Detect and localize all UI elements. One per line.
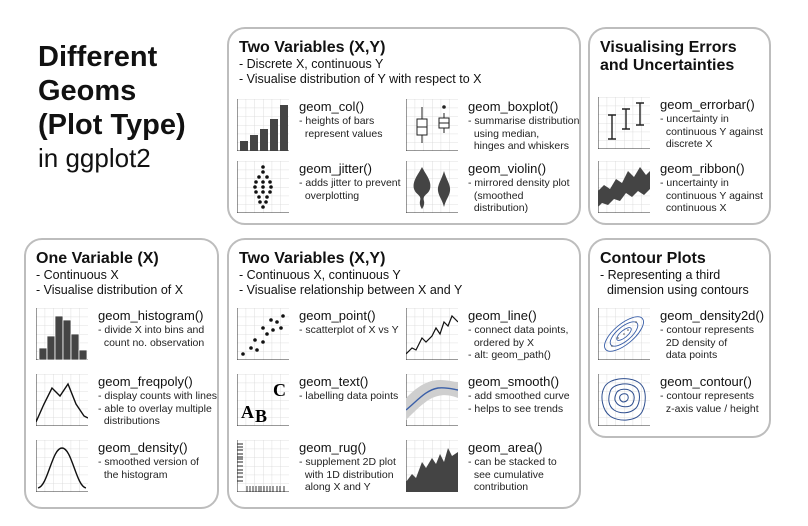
geom-desc: - can be stacked to see cumulative contribution bbox=[468, 456, 557, 493]
panel-heading: Two Variables (X,Y) bbox=[239, 39, 386, 56]
geom-name: geom_jitter() bbox=[299, 161, 372, 176]
geom-desc: - mirrored density plot (smoothed distribution) bbox=[468, 177, 570, 214]
panel-line: - Continuous X, continuous Y bbox=[239, 268, 401, 282]
geom-desc: - display counts with lines - able to overlay multiple distributions bbox=[98, 390, 218, 427]
smooth-icon bbox=[406, 374, 458, 426]
geom-name: geom_col() bbox=[299, 99, 365, 114]
histogram-icon bbox=[36, 308, 88, 360]
panel-heading: One Variable (X) bbox=[36, 250, 159, 267]
geom-desc: - connect data points, ordered by X - alt: geom_path() bbox=[468, 324, 569, 361]
geom-desc: - supplement 2D plot with 1D distribution along X and Y bbox=[299, 456, 396, 493]
panel-one-variable bbox=[24, 238, 219, 509]
geom-desc: - scatterplot of X vs Y bbox=[299, 324, 399, 336]
geom-name: geom_ribbon() bbox=[660, 161, 745, 176]
area-icon bbox=[406, 440, 458, 492]
violin-icon bbox=[406, 161, 458, 213]
density-icon bbox=[36, 440, 88, 492]
geom-desc: - uncertainty in continuous Y against continuous X bbox=[660, 177, 763, 214]
geom-name: geom_area() bbox=[468, 440, 543, 455]
panel-line: - Visualise relationship between X and Y bbox=[239, 283, 463, 297]
geom-name: geom_density() bbox=[98, 440, 188, 455]
text-icon-letter-a: A bbox=[241, 402, 254, 422]
geom-name: geom_contour() bbox=[660, 374, 752, 389]
bar-chart-icon bbox=[237, 99, 289, 151]
title-line-1: Different bbox=[38, 41, 158, 73]
panel-line: - Continuous X bbox=[36, 268, 119, 282]
panel-contour-plots bbox=[588, 238, 771, 438]
ribbon-icon bbox=[598, 161, 650, 213]
text-icon bbox=[237, 374, 289, 426]
panel-heading: Visualising Errors bbox=[600, 39, 737, 56]
geom-desc: - smoothed version of the histogram bbox=[98, 456, 199, 481]
geom-name: geom_errorbar() bbox=[660, 97, 755, 112]
title-line-2: Geoms bbox=[38, 75, 137, 107]
contour-icon bbox=[598, 374, 650, 426]
geom-desc: - summarise distribution using median, hinges and whiskers bbox=[468, 115, 580, 152]
geom-desc: - heights of bars represent values bbox=[299, 115, 383, 140]
density2d-icon bbox=[598, 308, 650, 360]
title-line-4: in ggplot2 bbox=[38, 143, 151, 173]
main-title bbox=[38, 40, 228, 174]
panel-errors-uncertainties bbox=[588, 27, 771, 225]
geom-name: geom_smooth() bbox=[468, 374, 560, 389]
geom-desc: - add smoothed curve - helps to see trends bbox=[468, 390, 570, 415]
geom-name: geom_violin() bbox=[468, 161, 547, 176]
geom-desc: - uncertainty in continuous Y against discrete X bbox=[660, 113, 763, 150]
geom-name: geom_boxplot() bbox=[468, 99, 559, 114]
panel-line: - Visualise distribution of Y with respect to X bbox=[239, 72, 482, 86]
freqpoly-icon bbox=[36, 374, 88, 426]
geom-name: geom_line() bbox=[468, 308, 537, 323]
geom-desc: - contour represents z-axis value / height bbox=[660, 390, 759, 415]
panel-line: - Discrete X, continuous Y bbox=[239, 57, 384, 71]
rug-icon bbox=[237, 440, 289, 492]
geom-name: geom_rug() bbox=[299, 440, 367, 455]
panel-heading: Two Variables (X,Y) bbox=[239, 250, 386, 267]
panel-line: - Representing a third bbox=[600, 268, 721, 282]
text-icon-letter-b: B bbox=[255, 406, 268, 426]
panel-line: dimension using contours bbox=[600, 283, 749, 297]
panel-two-variables-continuous bbox=[227, 238, 581, 509]
geom-name: geom_density2d() bbox=[660, 308, 765, 323]
title-line-3: (Plot Type) bbox=[38, 109, 186, 141]
boxplot-icon bbox=[406, 99, 458, 151]
geom-desc: - divide X into bins and count no. observation bbox=[98, 324, 205, 349]
scatter-icon bbox=[237, 308, 289, 360]
geom-desc: - labelling data points bbox=[299, 390, 399, 402]
errorbar-icon bbox=[598, 97, 650, 149]
panel-heading: and Uncertainties bbox=[600, 57, 735, 74]
panel-two-variables-discrete bbox=[227, 27, 581, 225]
panel-heading: Contour Plots bbox=[600, 250, 706, 267]
geom-desc: - contour represents 2D density of data points bbox=[660, 324, 754, 361]
geom-name: geom_text() bbox=[299, 374, 369, 389]
line-icon bbox=[406, 308, 458, 360]
panel-line: - Visualise distribution of X bbox=[36, 283, 184, 297]
jitter-icon bbox=[237, 161, 289, 213]
text-icon-letter-c: C bbox=[273, 380, 286, 400]
geom-name: geom_point() bbox=[299, 308, 376, 323]
geom-name: geom_freqpoly() bbox=[98, 374, 193, 389]
geom-desc: - adds jitter to prevent overplotting bbox=[299, 177, 401, 202]
geom-name: geom_histogram() bbox=[98, 308, 204, 323]
